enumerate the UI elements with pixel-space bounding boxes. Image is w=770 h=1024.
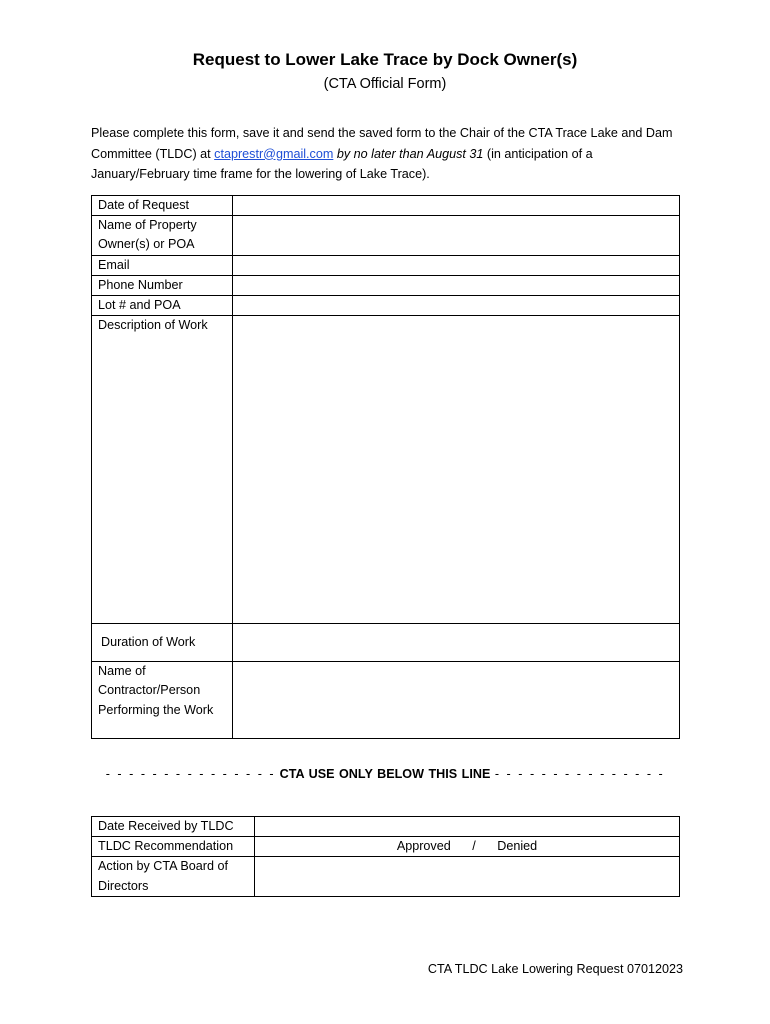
field-row-property-owner — [92, 216, 680, 255]
field-label: Date of Request — [92, 196, 233, 216]
form-title: Request to Lower Lake Trace by Dock Owner(s) — [192, 50, 578, 69]
phone-number-field[interactable] — [233, 275, 680, 295]
office-row-date-received — [92, 817, 680, 837]
email-link[interactable]: ctaprestr@gmail.com — [214, 146, 334, 161]
date-of-request-field[interactable] — [233, 196, 680, 216]
date-received-field[interactable] — [255, 817, 680, 837]
option-separator: / — [472, 839, 476, 854]
lot-and-poa-field[interactable] — [233, 296, 680, 316]
contractor-field[interactable] — [233, 662, 680, 739]
field-label: Duration of Work — [92, 624, 233, 662]
field-label: Name of Contractor/Person Performing the Work — [92, 662, 233, 739]
cta-use-only-separator — [0, 764, 770, 784]
separator-text: CTA USE ONLY BELOW THIS LINE — [279, 767, 491, 781]
field-label: Action by CTA Board of Directors — [92, 857, 255, 896]
field-label: Lot # and POA — [92, 296, 233, 316]
office-row-board-action — [92, 857, 680, 896]
request-form-table — [91, 195, 680, 739]
field-row-contractor — [92, 662, 680, 739]
office-use-table — [91, 816, 680, 897]
property-owner-field[interactable] — [233, 216, 680, 255]
description-of-work-field[interactable] — [233, 316, 680, 624]
instructions-text: Please complete this form, save it and send the saved form to the Chair of the CTA Trace Lake and Dam Committee (TLDC) at — [91, 126, 673, 161]
recommendation-field[interactable] — [255, 837, 680, 857]
field-label: Date Received by TLDC — [92, 817, 255, 837]
email-field[interactable] — [233, 255, 680, 275]
field-label: Name of Property Owner(s) or POA — [92, 216, 233, 255]
board-action-field[interactable] — [255, 857, 680, 896]
footer-text: CTA TLDC Lake Lowering Request 07012023 — [427, 962, 683, 976]
field-row-lot-and-poa — [92, 296, 680, 316]
duration-of-work-field[interactable] — [233, 624, 680, 662]
deadline-text: by no later than August 31 — [333, 146, 484, 161]
denied-option[interactable]: Denied — [497, 839, 538, 854]
office-row-recommendation — [92, 837, 680, 857]
field-row-phone-number — [92, 275, 680, 295]
field-row-duration-of-work — [92, 624, 680, 662]
instructions-paragraph — [91, 123, 681, 185]
field-label: TLDC Recommendation — [92, 837, 255, 857]
field-label: Phone Number — [92, 275, 233, 295]
approved-option[interactable]: Approved — [396, 839, 451, 854]
field-label: Email — [92, 255, 233, 275]
form-subtitle: (CTA Official Form) — [323, 76, 447, 92]
field-row-email — [92, 255, 680, 275]
field-row-date-of-request — [92, 196, 680, 216]
field-label: Description of Work — [92, 316, 233, 624]
separator-dashes-left: - - - - - - - - - - - - - - - — [105, 767, 276, 781]
field-row-description-of-work — [92, 316, 680, 624]
separator-dashes-right: - - - - - - - - - - - - - - - — [494, 767, 665, 781]
instructions-tail: (in anticipation of a January/February time frame for the lowering of Lake Trace). — [91, 146, 593, 181]
